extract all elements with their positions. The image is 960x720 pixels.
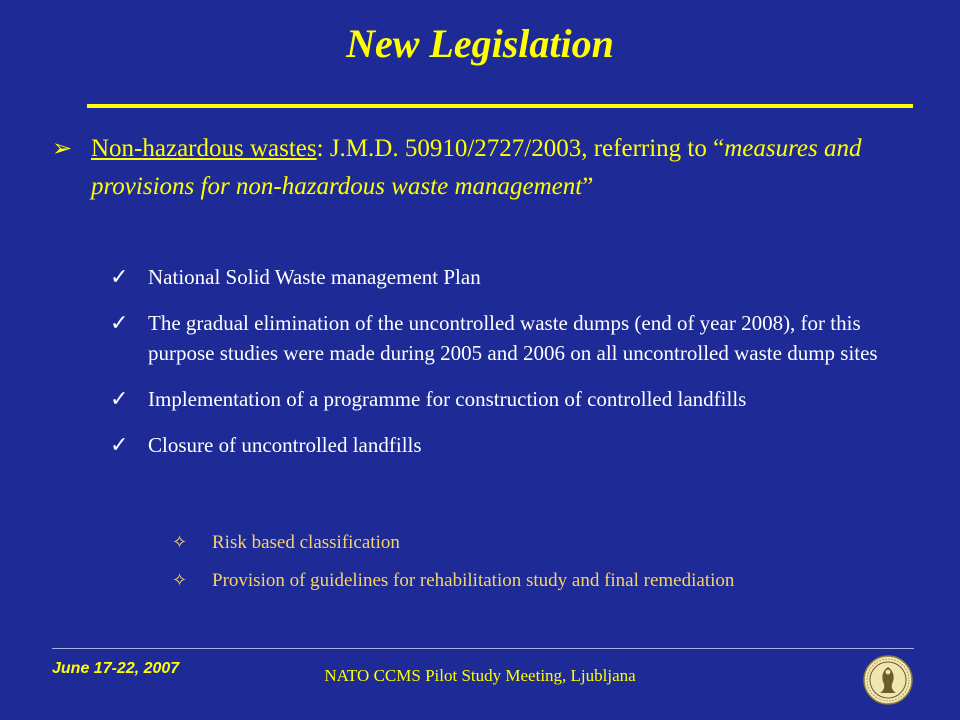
main-bullet-text bbox=[91, 130, 902, 206]
main-bullet-ref: J.M.D. 50910/2727/2003, referring to “ bbox=[323, 135, 725, 162]
footer-divider bbox=[52, 648, 914, 649]
star-outline-icon: ✧ bbox=[172, 570, 188, 591]
main-bullet bbox=[52, 130, 902, 206]
list-item bbox=[110, 308, 900, 368]
checkmark-icon: ✓ bbox=[110, 310, 129, 335]
check-list bbox=[110, 262, 900, 476]
list-item bbox=[110, 430, 900, 460]
university-seal-icon bbox=[862, 654, 914, 706]
footer-date: June 17-22, 2007 bbox=[52, 660, 180, 677]
sub-item bbox=[172, 568, 902, 594]
main-bullet-colon: : bbox=[316, 135, 324, 162]
arrow-bullet-icon: ➢ bbox=[52, 136, 73, 162]
star-outline-icon: ✧ bbox=[172, 532, 188, 553]
list-item-text: National Solid Waste management Plan bbox=[148, 265, 481, 289]
list-item bbox=[110, 262, 900, 292]
title-divider bbox=[87, 104, 913, 108]
list-item-text: Implementation of a programme for construction of controlled landfills bbox=[148, 387, 747, 411]
checkmark-icon: ✓ bbox=[110, 432, 129, 457]
footer-meeting: NATO CCMS Pilot Study Meeting, Ljubljana bbox=[324, 666, 636, 685]
checkmark-icon: ✓ bbox=[110, 264, 129, 289]
sub-item-text: Provision of guidelines for rehabilitation study and final remediation bbox=[212, 570, 735, 591]
list-item bbox=[110, 384, 900, 414]
sub-list bbox=[172, 530, 902, 606]
list-item-text: The gradual elimination of the uncontrolled waste dumps (end of year 2008), for this purpose studies were made during 2005 and 2006 on all uncontrolled waste dump sites bbox=[148, 311, 878, 365]
main-bullet-quote-close: ” bbox=[582, 173, 594, 200]
sub-item bbox=[172, 530, 902, 556]
list-item-text: Closure of uncontrolled landfills bbox=[148, 433, 422, 457]
checkmark-icon: ✓ bbox=[110, 386, 129, 411]
main-bullet-label: Non-hazardous wastes bbox=[91, 135, 317, 162]
slide-title: New Legislation bbox=[346, 21, 614, 66]
sub-item-text: Risk based classification bbox=[212, 532, 400, 553]
main-bullet-quote: measures and provisions for non-hazardous waste management bbox=[91, 135, 862, 200]
